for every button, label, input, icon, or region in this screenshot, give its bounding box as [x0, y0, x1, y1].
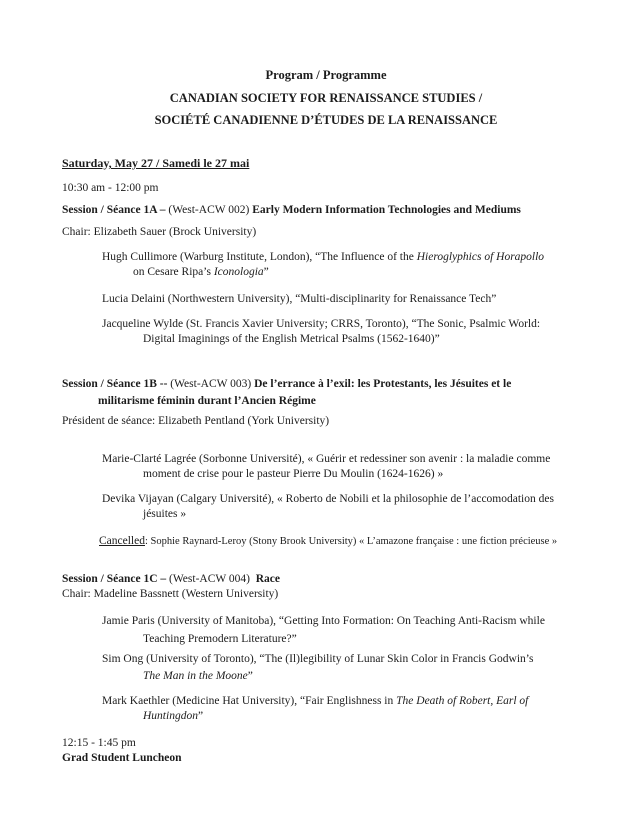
text-run: (West-ACW 004): [169, 573, 250, 585]
text-run: Lucia Delaini (Northwestern University), “Multi-disciplinarity for Renaissance Tech”: [102, 293, 497, 305]
text-run: Session / Séance 1A –: [62, 204, 169, 216]
session-1b-paper-1-line-1: [62, 452, 590, 467]
session-1c-paper-2-line-2: [62, 669, 590, 684]
text-run: Jacqueline Wylde (St. Francis Xavier University; CRRS, Toronto), “The Sonic, Psalmic World:: [102, 318, 541, 330]
session-1a-paper-2-line-1: [62, 292, 590, 307]
session-1b-chair: [62, 414, 590, 429]
day-heading: Saturday, May 27 / Samedi le 27 mai: [62, 156, 250, 170]
text-run: Chair: Madeline Bassnett (Western University): [62, 588, 279, 600]
text-run: Devika Vijayan (Calgary Université), « Roberto de Nobili et la philosophie de l’accomodation des: [102, 493, 554, 505]
text-run: Hieroglyphics of Horapollo: [416, 251, 545, 263]
session-1a-time: 10:30 am - 12:00 pm: [62, 182, 159, 194]
text-run: Digital Imaginings of the English Metrical Psalms (1562-1640)”: [143, 333, 440, 345]
text-run: Hugh Cullimore (Warburg Institute, London), “The Influence of the: [102, 251, 417, 263]
session-1a-paper-3-line-1: [62, 317, 590, 332]
text-run: Sim Ong (University of Toronto), “The (Il)legibility of Lunar Skin Color in Francis Godwin’s: [102, 653, 534, 665]
text-run: Session / Séance 1B --: [62, 378, 171, 390]
session-1a-paper-3-line-2: [62, 332, 590, 347]
text-run: Huntingdon: [143, 710, 198, 722]
text-run: ”: [247, 670, 253, 682]
text-run: jésuites »: [143, 508, 187, 520]
text-run: Teaching Premodern Literature?”: [143, 633, 297, 645]
text-run: The Death of Robert, Earl of: [396, 695, 529, 707]
session-1b-paper-2-line-1: [62, 492, 590, 507]
luncheon-time: 12:15 - 1:45 pm: [62, 737, 136, 749]
text-run: moment de crise pour le pasteur Pierre Du Moulin (1624-1626) »: [143, 468, 444, 480]
society-name-fr: SOCIÉTÉ CANADIENNE D’ÉTUDES DE LA RENAISSANCE: [154, 113, 498, 127]
session-1b-cancelled-paper: [62, 534, 590, 549]
text-run: Session / Séance 1C –: [62, 573, 170, 585]
text-run: De l’errance à l’exil: les Protestants, les Jésuites et le: [254, 378, 512, 390]
session-1c-paper-1-line-2: [62, 632, 590, 647]
text-run: Iconologia: [213, 266, 264, 278]
session-1c-title: [62, 572, 590, 587]
text-run: ”: [197, 710, 204, 722]
session-1b-paper-1-line-2: [62, 467, 590, 482]
session-1c-paper-3-line-2: [62, 709, 590, 724]
session-1a-chair: [62, 225, 590, 240]
text-run: on Cesare Ripa’s: [133, 266, 214, 278]
text-run: The Man in the Moone: [143, 670, 248, 682]
text-run: Jamie Paris (University of Manitoba), “Getting Into Formation: On Teaching Anti-Racism while: [102, 615, 545, 627]
session-1b: [62, 377, 590, 549]
session-1c-paper-2-line-1: [62, 652, 590, 667]
text-run: ”: [263, 266, 269, 278]
text-run: (West-ACW 002): [168, 204, 253, 216]
session-1c-chair: [62, 587, 590, 602]
luncheon-title: Grad Student Luncheon: [62, 752, 182, 764]
text-run: Chair: Elizabeth Sauer (Brock University): [62, 226, 257, 238]
session-1a: [62, 181, 590, 347]
text-run: Cancelled: [99, 535, 145, 547]
text-run: militarisme féminin durant l’Ancien Régime: [98, 395, 316, 407]
session-1b-title-line-1: [62, 377, 590, 392]
session-1c: [62, 572, 590, 724]
session-1b-title-line-2: [62, 394, 590, 409]
session-1c-paper-1-line-1: [62, 614, 590, 629]
text-run: Race: [249, 573, 280, 585]
program-title: Program / Programme: [265, 68, 387, 82]
session-1a-paper-1-line-1: [62, 250, 590, 265]
text-run: (West-ACW 003): [170, 378, 255, 390]
luncheon: [62, 736, 590, 766]
session-1a-title: [62, 203, 590, 218]
session-1b-paper-2-line-2: [62, 507, 590, 522]
society-name-en: CANADIAN SOCIETY FOR RENAISSANCE STUDIES /: [169, 91, 483, 105]
session-1c-paper-3-line-1: [62, 694, 590, 709]
session-1a-paper-1-line-2: [62, 265, 590, 280]
text-run: Mark Kaethler (Medicine Hat University), “Fair Englishness in: [102, 695, 397, 707]
text-run: Early Modern Information Technologies and Mediums: [252, 204, 521, 216]
title-block: [62, 68, 590, 128]
text-run: Président de séance: Elizabeth Pentland (York University): [62, 415, 330, 427]
text-run: Marie-Clarté Lagrée (Sorbonne Université), « Guérir et redessiner son avenir : la maladie comme: [102, 453, 551, 465]
text-run: : Sophie Raynard-Leroy (Stony Brook University) « L’amazone française : une fiction précieuse »: [144, 536, 558, 547]
